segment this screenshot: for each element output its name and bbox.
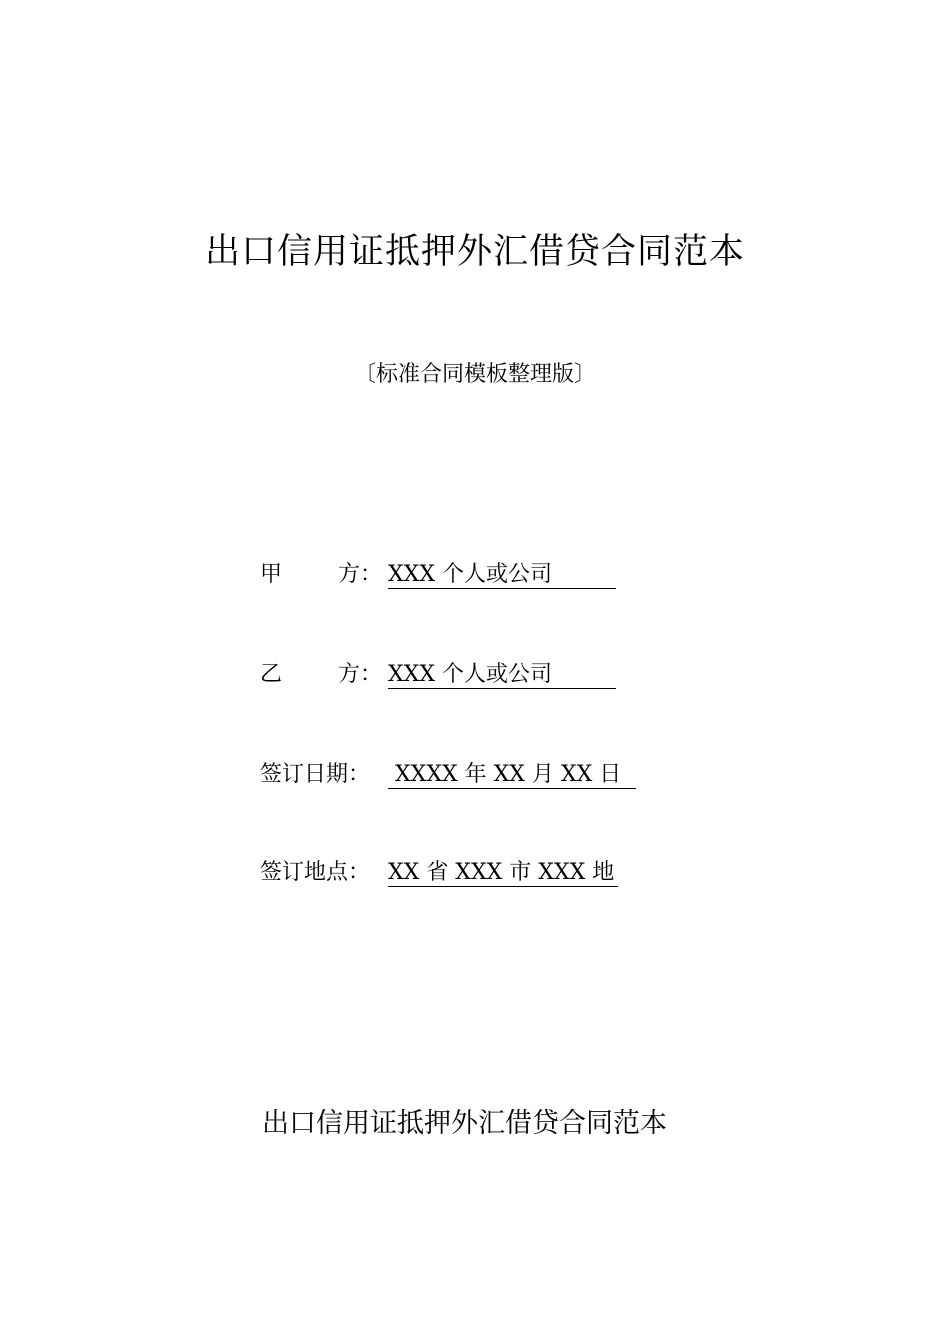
sign-place-value: XX 省 XXX 市 XXX 地 bbox=[388, 860, 618, 887]
document-title: 出口信用证抵押外汇借贷合同范本 bbox=[204, 232, 745, 272]
party-b-value: XXX 个人或公司 bbox=[388, 662, 616, 689]
party-a-label-first: 甲 bbox=[260, 562, 283, 587]
sign-date-value: XXXX 年 XX 月 XX 日 bbox=[388, 762, 636, 789]
party-a-value: XXX 个人或公司 bbox=[388, 562, 616, 589]
party-b-label-first: 乙 bbox=[260, 662, 283, 687]
document-subtitle: 〔标准合同模板整理版〕 bbox=[353, 362, 596, 387]
party-a-label-last: 方： bbox=[338, 562, 383, 587]
party-b-label bbox=[260, 660, 388, 690]
party-b-row bbox=[260, 660, 616, 690]
sign-place-label: 签订地点： bbox=[260, 860, 371, 885]
sign-place-row bbox=[260, 858, 618, 888]
body-title: 出口信用证抵押外汇借贷合同范本 bbox=[262, 1108, 667, 1139]
party-a-row bbox=[260, 560, 616, 590]
sign-date-label: 签订日期： bbox=[260, 762, 371, 787]
party-b-label-last: 方： bbox=[338, 662, 383, 687]
party-a-label bbox=[260, 560, 388, 590]
sign-date-row bbox=[260, 760, 636, 790]
